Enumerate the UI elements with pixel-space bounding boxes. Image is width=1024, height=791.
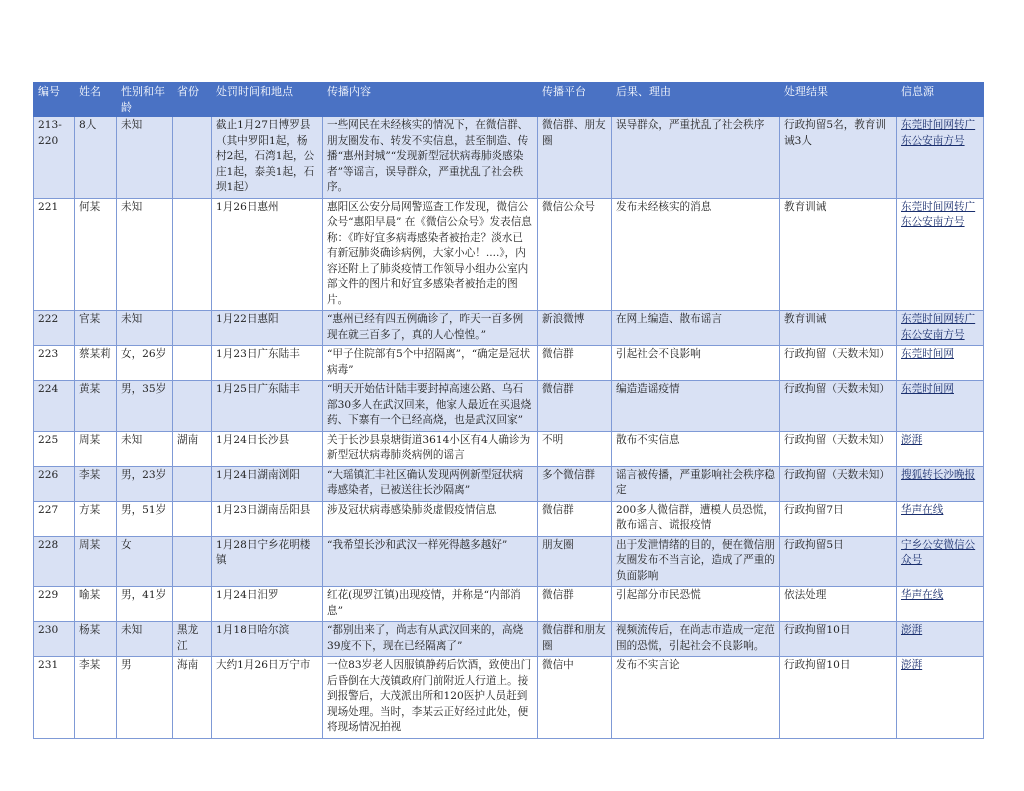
- cell-id: 221: [34, 198, 75, 311]
- cell-province: [173, 587, 212, 622]
- cell-content: “我希望长沙和武汉一样死得越多越好”: [323, 536, 538, 587]
- cell-source: [897, 587, 984, 622]
- cell-id: 213-220: [34, 117, 75, 199]
- cell-time-place: 截止1月27日博罗县（其中罗阳1起，杨村2起，石湾1起，公庄1起，泰美1起，石坝1起）: [212, 117, 323, 199]
- cell-consequence: 散布不实信息: [612, 431, 780, 466]
- cell-content: 红花(现罗江镇)出现疫情，并称是“内部消息”: [323, 587, 538, 622]
- cell-platform: 多个微信群: [538, 466, 612, 501]
- cell-consequence: 引起部分市民恐慌: [612, 587, 780, 622]
- cell-content: 惠阳区公安分局网警巡查工作发现，微信公众号“惠阳早晨” 在《微信公众号》发表信息称：《昨好宜多病毒感染者被抬走？淡水已有新冠肺炎确诊病例，大家小心！....》，内容还附上了肺炎疫情工作领导小组办公室内部文件的图片和好宜多感染者被抬走的图片。: [323, 198, 538, 311]
- cell-result: 行政拘留（天数未知）: [780, 346, 897, 381]
- table-body: [34, 117, 984, 739]
- cell-source: [897, 466, 984, 501]
- cell-name: 何某: [75, 198, 117, 311]
- header-consequence: 后果、理由: [612, 83, 780, 117]
- cell-gender-age: 男，23岁: [117, 466, 173, 501]
- cell-name: 黄某: [75, 381, 117, 432]
- table-row: [34, 587, 984, 622]
- cell-gender-age: 男，35岁: [117, 381, 173, 432]
- cell-time-place: 1月28日宁乡花明楼镇: [212, 536, 323, 587]
- cell-result: 行政拘留10日: [780, 657, 897, 739]
- header-result: 处理结果: [780, 83, 897, 117]
- cell-name: 周某: [75, 536, 117, 587]
- cell-source: [897, 431, 984, 466]
- cell-source: [897, 117, 984, 199]
- cell-province: [173, 311, 212, 346]
- cell-time-place: 1月24日湖南浏阳: [212, 466, 323, 501]
- source-link[interactable]: 搜狐转长沙晚报: [901, 468, 976, 481]
- cell-result: 教育训诫: [780, 311, 897, 346]
- source-link[interactable]: 宁乡公安微信公众号: [901, 538, 976, 566]
- cell-time-place: 1月23日湖南岳阳县: [212, 501, 323, 536]
- cell-platform: 微信公众号: [538, 198, 612, 311]
- cell-time-place: 1月24日长沙县: [212, 431, 323, 466]
- source-link[interactable]: 东莞时间网: [901, 348, 954, 360]
- cell-platform: 微信群: [538, 587, 612, 622]
- cell-result: 行政拘留7日: [780, 501, 897, 536]
- source-link[interactable]: 东莞时间网转广东公安南方号: [901, 200, 976, 228]
- cell-result: 行政拘留5日: [780, 536, 897, 587]
- cell-gender-age: 男: [117, 657, 173, 739]
- table-header-row: [34, 83, 984, 117]
- cell-name: 喻某: [75, 587, 117, 622]
- cell-gender-age: 未知: [117, 431, 173, 466]
- cell-gender-age: 男，41岁: [117, 587, 173, 622]
- cell-time-place: 1月25日广东陆丰: [212, 381, 323, 432]
- cell-province: 黑龙江: [173, 622, 212, 657]
- cell-consequence: 发布未经核实的消息: [612, 198, 780, 311]
- cell-province: 湖南: [173, 431, 212, 466]
- table-row: [34, 311, 984, 346]
- cell-name: 周某: [75, 431, 117, 466]
- header-source: 信息源: [897, 83, 984, 117]
- table-row: [34, 536, 984, 587]
- cell-result: 行政拘留（天数未知）: [780, 381, 897, 432]
- cell-gender-age: 未知: [117, 198, 173, 311]
- cell-id: 229: [34, 587, 75, 622]
- cell-content: 一些网民在未经核实的情况下，在微信群、朋友圈发布、转发不实信息，甚至制造、传播“惠州封城”“发现新型冠状病毒肺炎感染者”等谣言，误导群众，严重扰乱了社会秩序。: [323, 117, 538, 199]
- cell-id: 231: [34, 657, 75, 739]
- cell-time-place: 1月22日惠阳: [212, 311, 323, 346]
- cell-source: [897, 198, 984, 311]
- cell-time-place: 1月18日哈尔滨: [212, 622, 323, 657]
- table-row: [34, 346, 984, 381]
- document-page: [33, 82, 983, 739]
- table-row: [34, 431, 984, 466]
- header-time-place: 处罚时间和地点: [212, 83, 323, 117]
- cell-source: [897, 501, 984, 536]
- cell-result: 行政拘留（天数未知）: [780, 466, 897, 501]
- table-row: [34, 117, 984, 199]
- cell-consequence: 引起社会不良影响: [612, 346, 780, 381]
- cell-consequence: 发布不实言论: [612, 657, 780, 739]
- cell-consequence: 在网上编造、散布谣言: [612, 311, 780, 346]
- table-row: [34, 381, 984, 432]
- table-row: [34, 466, 984, 501]
- cell-name: 官某: [75, 311, 117, 346]
- cell-id: 225: [34, 431, 75, 466]
- cell-province: [173, 501, 212, 536]
- cell-id: 227: [34, 501, 75, 536]
- source-link[interactable]: 华声在线: [901, 503, 944, 516]
- cell-name: 方某: [75, 501, 117, 536]
- header-content: 传播内容: [323, 83, 538, 117]
- cell-platform: 新浪微博: [538, 311, 612, 346]
- cell-source: [897, 536, 984, 587]
- cell-id: 224: [34, 381, 75, 432]
- cell-gender-age: 女，26岁: [117, 346, 173, 381]
- cell-id: 223: [34, 346, 75, 381]
- header-province: 省份: [173, 83, 212, 117]
- cell-name: 杨某: [75, 622, 117, 657]
- cell-result: 依法处理: [780, 587, 897, 622]
- header-id: 编号: [34, 83, 75, 117]
- cell-id: 226: [34, 466, 75, 501]
- cell-name: 李某: [75, 657, 117, 739]
- cell-platform: 微信群: [538, 381, 612, 432]
- source-link[interactable]: 澎湃: [901, 624, 923, 636]
- cell-platform: 微信群: [538, 346, 612, 381]
- cell-platform: 微信群: [538, 501, 612, 536]
- cell-province: [173, 381, 212, 432]
- source-link[interactable]: 东莞时间网转广东公安南方号: [901, 119, 976, 147]
- cell-time-place: 1月26日惠州: [212, 198, 323, 311]
- cell-result: 行政拘留（天数未知）: [780, 431, 897, 466]
- cell-province: [173, 117, 212, 199]
- header-platform: 传播平台: [538, 83, 612, 117]
- cell-gender-age: 未知: [117, 117, 173, 199]
- cell-result: 行政拘留5名，教育训诫3人: [780, 117, 897, 199]
- source-link[interactable]: 澎湃: [901, 433, 923, 446]
- table-row: [34, 198, 984, 311]
- table-row: [34, 501, 984, 536]
- cell-platform: 微信群和朋友圈: [538, 622, 612, 657]
- header-name: 姓名: [75, 83, 117, 117]
- cell-consequence: 200多人微信群，遭模人员恐慌，散布谣言、谎报疫情: [612, 501, 780, 536]
- cell-platform: 微信中: [538, 657, 612, 739]
- cell-source: [897, 311, 984, 346]
- cell-province: 海南: [173, 657, 212, 739]
- cell-name: 8人: [75, 117, 117, 199]
- rumor-punishment-table: [33, 82, 984, 739]
- cell-province: [173, 536, 212, 587]
- table-row: [34, 657, 984, 739]
- cell-id: 222: [34, 311, 75, 346]
- cell-content: 一位83岁老人因服镇静药后饮酒，致使出门后昏倒在大茂镇政府门前附近人行道上。接到报警后，大茂派出所和120医护人员赶到现场处理。当时，李某云正好经过此处，便将现场情况拍视: [323, 657, 538, 739]
- source-link[interactable]: 东莞时间网: [901, 383, 954, 395]
- cell-gender-age: 女: [117, 536, 173, 587]
- cell-content: “惠州已经有四五例确诊了，昨天一百多例现在就三百多了，真的人心惶惶。”: [323, 311, 538, 346]
- cell-gender-age: 未知: [117, 622, 173, 657]
- cell-id: 230: [34, 622, 75, 657]
- cell-consequence: 编造造谣疫情: [612, 381, 780, 432]
- cell-platform: 微信群、朋友圈: [538, 117, 612, 199]
- cell-gender-age: 未知: [117, 311, 173, 346]
- cell-province: [173, 466, 212, 501]
- cell-name: 李某: [75, 466, 117, 501]
- cell-content: 关于长沙县泉塘街道3614小区有4人确诊为新型冠状病毒肺炎病例的谣言: [323, 431, 538, 466]
- cell-province: [173, 198, 212, 311]
- source-link[interactable]: 东莞时间网转广东公安南方号: [901, 313, 976, 341]
- cell-id: 228: [34, 536, 75, 587]
- cell-consequence: 出于发泄情绪的目的，便在微信朋友圈发布不当言论，造成了严重的负面影响: [612, 536, 780, 587]
- cell-content: 涉及冠状病毒感染肺炎虚假疫情信息: [323, 501, 538, 536]
- table-row: [34, 622, 984, 657]
- cell-time-place: 1月24日汨罗: [212, 587, 323, 622]
- cell-consequence: 谣言被传播，严重影响社会秩序稳定: [612, 466, 780, 501]
- cell-gender-age: 男，51岁: [117, 501, 173, 536]
- source-link[interactable]: 华声在线: [901, 589, 944, 601]
- cell-source: [897, 346, 984, 381]
- cell-platform: 朋友圈: [538, 536, 612, 587]
- cell-source: [897, 622, 984, 657]
- source-link[interactable]: 澎湃: [901, 659, 923, 671]
- cell-content: “大瑶镇汇丰社区确认发现两例新型冠状病毒感染者，已被送往长沙隔离”: [323, 466, 538, 501]
- cell-source: [897, 381, 984, 432]
- cell-content: “甲子住院部有5个中招隔离”，“确定是冠状病毒”: [323, 346, 538, 381]
- cell-result: 行政拘留10日: [780, 622, 897, 657]
- cell-platform: 不明: [538, 431, 612, 466]
- cell-content: “都别出来了，尚志有从武汉回来的，高烧39度不下，现在已经隔离了”: [323, 622, 538, 657]
- header-gender-age: 性别和年龄: [117, 83, 173, 117]
- cell-time-place: 1月23日广东陆丰: [212, 346, 323, 381]
- cell-name: 蔡某莉: [75, 346, 117, 381]
- cell-source: [897, 657, 984, 739]
- cell-content: “明天开始估计陆丰要封掉高速公路、乌石部30多人在武汉回来，他家人最近在买退烧药、下寨有一个已经高烧，也是武汉回家”: [323, 381, 538, 432]
- cell-consequence: 误导群众，严重扰乱了社会秩序: [612, 117, 780, 199]
- cell-result: 教育训诫: [780, 198, 897, 311]
- cell-consequence: 视频流传后，在尚志市造成一定范围的恐慌，引起社会不良影响。: [612, 622, 780, 657]
- cell-time-place: 大约1月26日万宁市: [212, 657, 323, 739]
- cell-province: [173, 346, 212, 381]
